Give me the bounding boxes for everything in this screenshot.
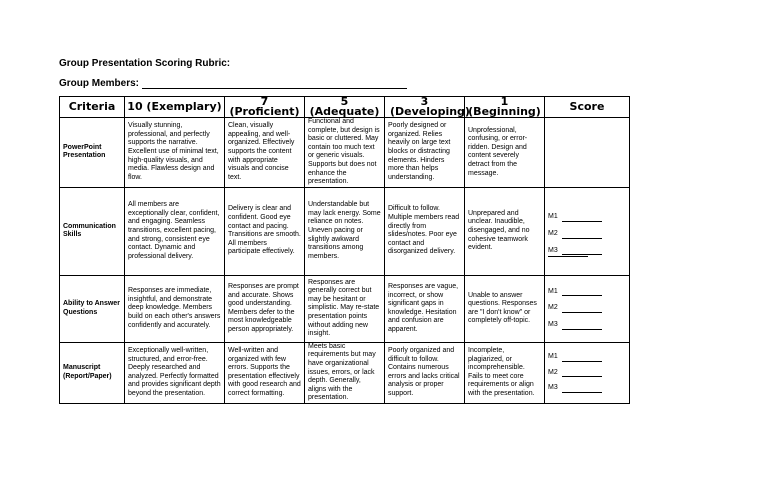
cell-exemplary: Responses are immediate, insightful, and demonstrate deep knowledge. Members build on each other's answers confidently and accurately. [125, 275, 225, 342]
cell-exemplary: Visually stunning, professional, and perfectly supports the narrative. Excellent use of minimal text, high-quality visuals, and media. Flawless design and flow. [125, 118, 225, 188]
cell-beginning: Unable to answer questions. Responses are "I don't know" or completely off-topic. [465, 275, 545, 342]
score-blank[interactable] [562, 247, 602, 255]
header-exemplary: 10 (Exemplary) [125, 97, 225, 118]
rubric-table [59, 96, 630, 404]
criteria-cell: Manuscript (Report/Paper) [60, 342, 125, 403]
table-row [60, 342, 630, 403]
score-blank[interactable] [562, 369, 602, 377]
cell-adequate: Meets basic requirements but may have organizational issues, errors, or lack depth. Generally, aligns with the presentation. [305, 342, 385, 403]
criteria-cell: Communication Skills [60, 187, 125, 275]
score-line-m2[interactable] [548, 230, 626, 239]
group-members-blank [142, 79, 407, 89]
header-criteria: Criteria [60, 97, 125, 118]
score-line-m1[interactable] [548, 353, 626, 362]
cell-adequate: Functional and complete, but design is basic or cluttered. May contain too much text or generic visuals. Supports but does not enhance the presentation. [305, 118, 385, 188]
score-blank[interactable] [562, 214, 602, 222]
criteria-cell: Ability to Answer Questions [60, 275, 125, 342]
score-blank[interactable] [562, 322, 602, 330]
score-line-m3[interactable] [548, 384, 626, 393]
table-row [60, 275, 630, 342]
cell-developing: Poorly designed or organized. Relies heavily on large text blocks or distracting elements. Hinders more than helps understanding. [385, 118, 465, 188]
cell-beginning: Incomplete, plagiarized, or incomprehensible. Fails to meet core requirements or align with the presentation. [465, 342, 545, 403]
header-beginning: 1 (Beginning) [465, 97, 545, 118]
header-developing: 3 (Developing) [385, 97, 465, 118]
member-label: M1 [548, 352, 558, 360]
score-line-m3[interactable] [548, 321, 626, 330]
cell-proficient: Delivery is clear and confident. Good eye contact and pacing. Transitions are smooth. All members participate effectively. [225, 187, 305, 275]
member-label: M3 [548, 384, 558, 392]
member-label: M2 [548, 368, 558, 376]
cell-adequate: Understandable but may lack energy. Some reliance on notes. Uneven pacing or slightly awkward transitions among members. [305, 187, 385, 275]
cell-developing: Poorly organized and difficult to follow. Contains numerous errors and lacks critical analysis or proper support. [385, 342, 465, 403]
member-label: M1 [548, 213, 558, 221]
score-line-m3[interactable] [548, 247, 626, 256]
cell-proficient: Clean, visually appealing, and well-organized. Effectively supports the content with appropriate visuals and concise text. [225, 118, 305, 188]
cell-adequate: Responses are generally correct but may be hesitant or simplistic. May re-state presentation points without adding new insight. [305, 275, 385, 342]
cell-exemplary: Exceptionally well-written, structured, and error-free. Deeply researched and analyzed. Perfectly formatted and provides significant depth beyond the presentation. [125, 342, 225, 403]
score-line-m1[interactable] [548, 213, 626, 222]
cell-beginning: Unprepared and unclear. Inaudible, disengaged, and no cohesive teamwork evident. [465, 187, 545, 275]
score-cell[interactable] [545, 275, 630, 342]
member-label: M3 [548, 321, 558, 329]
cell-exemplary: All members are exceptionally clear, confident, and engaging. Seamless transitions, excellent pacing, and strong, consistent eye contact. Dynamic and professional delivery. [125, 187, 225, 275]
score-line-m2[interactable] [548, 304, 626, 313]
score-cell[interactable] [545, 118, 630, 188]
score-blank[interactable] [562, 288, 602, 296]
document-title: Group Presentation Scoring Rubric: [59, 58, 231, 69]
score-cell[interactable] [545, 342, 630, 403]
cell-developing: Difficult to follow. Multiple members read directly from slides/notes. Poor eye contact and disorganized delivery. [385, 187, 465, 275]
score-blank[interactable] [562, 385, 602, 393]
score-blank[interactable] [562, 305, 602, 313]
criteria-cell: PowerPoint Presentation [60, 118, 125, 188]
score-blank[interactable] [562, 354, 602, 362]
score-blank[interactable] [562, 231, 602, 239]
member-label: M3 [548, 246, 558, 254]
group-members-label: Group Members: [59, 78, 140, 89]
group-members-line [59, 78, 407, 89]
cell-proficient: Well-written and organized with few errors. Supports the presentation effectively with good research and correct formatting. [225, 342, 305, 403]
member-label: M2 [548, 304, 558, 312]
score-line-m1[interactable] [548, 288, 626, 297]
score-cell[interactable] [545, 187, 630, 275]
header-score: Score [545, 97, 630, 118]
member-label: M1 [548, 287, 558, 295]
score-line-m2[interactable] [548, 369, 626, 378]
header-adequate: 5 (Adequate) [305, 97, 385, 118]
header-proficient: 7 (Proficient) [225, 97, 305, 118]
table-row [60, 118, 630, 188]
cell-proficient: Responses are prompt and accurate. Shows good understanding. Members defer to the most knowledgeable person appropriately. [225, 275, 305, 342]
table-row [60, 187, 630, 275]
member-label: M2 [548, 229, 558, 237]
cell-beginning: Unprofessional, confusing, or error-ridden. Design and content severely detract from the message. [465, 118, 545, 188]
cell-developing: Responses are vague, incorrect, or show significant gaps in knowledge. Hesitation and confusion are apparent. [385, 275, 465, 342]
header-row [60, 97, 630, 118]
score-blank-extra[interactable] [548, 255, 588, 257]
